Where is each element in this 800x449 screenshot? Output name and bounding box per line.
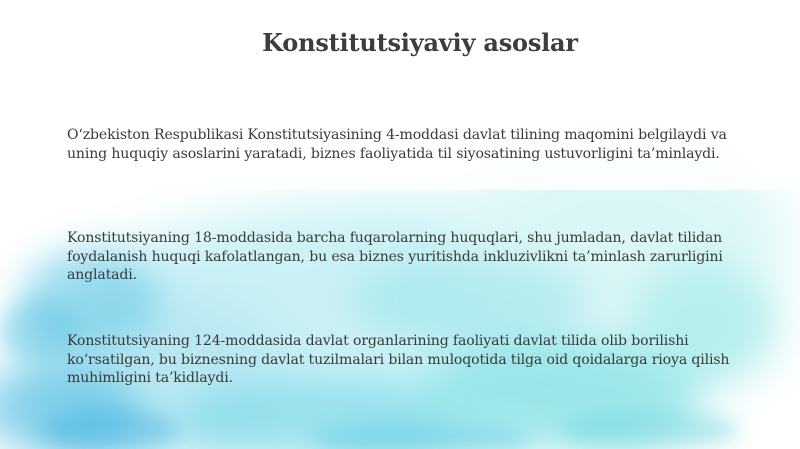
paragraph-article-124: Konstitutsiyaning 124-moddasida davlat organlarining faoliyati davlat tilida olib borilishi ko‘rsatilgan, bu biznesning davlat tuzilmalari bilan muloqotida tilga oid qoidalarga rioya qilish muhimligini ta’kidlaydi. <box>67 333 730 386</box>
slide-title: Konstitutsiyaviy asoslar <box>262 28 578 57</box>
paragraph-article-4: O‘zbekiston Respublikasi Konstitutsiyasining 4-moddasi davlat tilining maqomini belgilaydi va uning huquqiy asoslarini yaratadi, biznes faoliyatida til siyosatining ustuvorligini ta’minlaydi. <box>67 127 727 162</box>
paragraph-article-18: Konstitutsiyaning 18-moddasida barcha fuqarolarning huquqlari, shu jumladan, davlat tilidan foydalanish huquqi kafolatlangan, bu esa biznes yuritishda inkluzivlikni ta’minlash zarurligini anglatadi. <box>67 230 723 283</box>
